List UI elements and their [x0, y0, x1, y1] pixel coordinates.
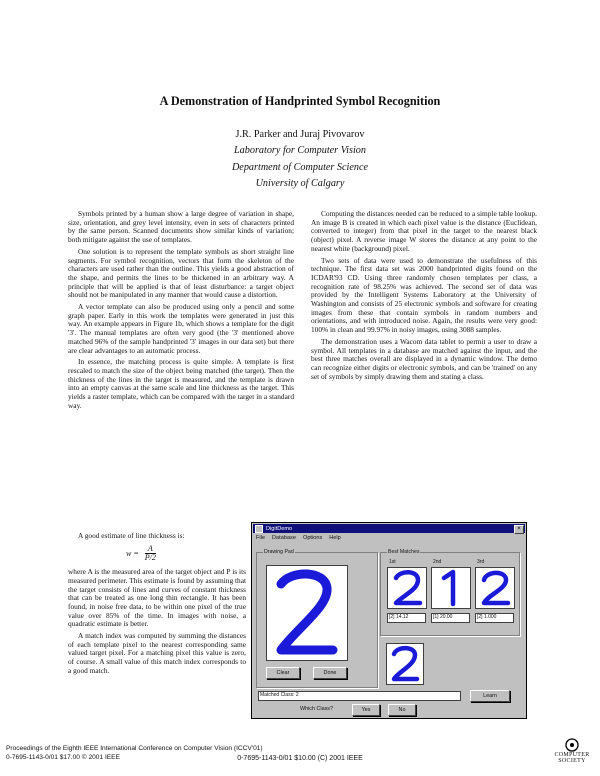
match-digit-2 — [388, 568, 426, 608]
match-1-score: [2] 14.12 — [387, 613, 426, 623]
equation-fraction — [145, 545, 156, 563]
match-digit-1 — [432, 568, 470, 608]
status-field[interactable]: Matched Class: 2 — [258, 691, 461, 701]
thickness-equation — [126, 545, 246, 563]
paper-authors: J.R. Parker and Juraj Pivovarov — [235, 129, 365, 140]
close-button[interactable]: × — [514, 525, 524, 534]
match-2-score: [1] 20.00 — [431, 613, 470, 623]
drawing-pad-label: Drawing Pad — [264, 549, 294, 555]
done-button[interactable]: Done — [313, 667, 347, 679]
match-digit-2 — [476, 568, 514, 608]
no-button[interactable]: No — [388, 704, 416, 716]
equation-lhs: w = — [126, 548, 139, 558]
menu-options[interactable]: Options — [302, 535, 323, 541]
learn-button[interactable]: Learn — [470, 690, 510, 702]
best-matches-group — [380, 549, 520, 636]
left-column-lower — [68, 532, 246, 679]
paragraph: The demonstration uses a Wacom data tablet to permit a user to draw a symbol. All templates in a database are matched against the input, and the best three matches overall are displayed in a dynamic window. The demo can recognize either digits or electronic symbols, and can be 'trained' on any set of symbols by simply drawing them and stating a class. — [311, 336, 537, 381]
digitdemo-window — [251, 522, 527, 719]
affiliation-dept: Department of Computer Science — [231, 162, 369, 173]
logo-text-computer: COMPUTER — [554, 752, 590, 758]
drawing-canvas[interactable] — [266, 565, 348, 661]
logo-text-society: SOCIETY — [558, 758, 586, 764]
rank-3-label: 3rd — [477, 559, 485, 565]
clear-button[interactable]: Clear — [266, 667, 300, 679]
paragraph: A vector template can also be produced using only a pencil and some graph paper. Early in this work the templates were generated in just this way. An example appears in Figure 1b, which shows a template for the digit '3'. The manual templates are often very good (the '3' mentioned above matched 96% of the sample handprinted '3' images in our data set) but there are clear advantages to an automatic process. — [68, 302, 294, 355]
rank-1-label: 1st — [389, 559, 396, 565]
match-3-score: [2] 1.000 — [475, 613, 514, 623]
drawing-pad-group — [256, 549, 378, 688]
affiliation-lab: Laboratory for Computer Vision — [234, 145, 366, 156]
left-column — [68, 210, 294, 413]
paper-title: A Demonstration of Handprinted Symbol Recognition — [159, 94, 441, 108]
menu-bar — [256, 535, 341, 541]
footer-center: 0-7695-1143-0/01 $10.00 (C) 2001 IEEE — [237, 755, 363, 762]
matched-class-image — [386, 643, 424, 685]
footer-copyright: 0-7695-1143-0/01 $17.00 © 2001 IEEE — [6, 754, 120, 761]
paragraph: A match index was computed by summing the distances of each template pixel to the nearest corresponding same valued target pixel. For a matching pixel this value is zero, of course. A small value of this match index corresponds to a good match. — [68, 631, 246, 675]
menu-database[interactable]: Database — [272, 535, 296, 541]
paragraph: where A is the measured area of the target object and P is its measured perimeter. This estimate is found by assuming that the target consists of lines and curves of constant thickness that can be treated as one long thin rectangle. It has been found, in noise free data, to be within one pixel of the true value over 85% of the time. In images with noise, a quadratic estimate is better. — [68, 567, 246, 629]
drawn-digit-2 — [267, 566, 347, 660]
ieee-emblem-icon — [563, 738, 581, 752]
paragraph: Two sets of data were used to demonstrate the usefulness of this technique. The first data set was 2000 handprinted digits found on the ICDAR'93 CD. Using three randomly chosen templates per class, a recognition rate of 98.25% was achieved. The second set of data was provided by the Intelligent Systems Laboratory at the University of Washington and consists of 25 electronic symbols and software for creating images from these that contain symbols in random numbers and orientations, and with introduced noise. Again, the results were very good: 100% in clean and 99.97% in noisy images, using 3088 samples. — [311, 255, 537, 335]
paragraph: One solution is to represent the template symbols as short straight line segments. For symbol recognition, vectors that form the skeleton of the characters are used rather than the outline. This yields a good abstraction of the shape, and permits the lines to be thickened in an arbitrary way. A principle that will be applied is that of least disturbance: a target object should not be manipulated in any manner that would cause a distortion. — [68, 246, 294, 300]
menu-help[interactable]: Help — [329, 535, 341, 541]
match-2-image — [431, 567, 471, 609]
window-titlebar[interactable] — [253, 524, 525, 533]
right-column — [311, 210, 537, 384]
paragraph: Computing the distances needed can be reduced to a simple table lookup. An image B is created in which each pixel value is the distance (Euclidean, converted to integer) from that pixel in the target to the nearest black (object) pixel. A reverse image W stores the distance at any point to the nearest white (background) pixel. — [311, 209, 537, 253]
computer-society-logo — [548, 738, 596, 774]
matched-digit-2 — [387, 644, 423, 684]
paragraph: Symbols printed by a human show a large degree of variation in shape, size, orientation, and grey level intensity, even in sets of characters printed by the same person. Scanned documents show similar kinds of variation; both mitigate against the use of templates. — [68, 209, 294, 245]
equation-numerator: A — [145, 545, 156, 555]
app-icon — [255, 525, 263, 533]
match-1-image — [387, 567, 427, 609]
yes-button[interactable]: Yes — [352, 704, 380, 716]
paragraph: A good estimate of line thickness is: — [78, 531, 185, 540]
which-class-label: Which Class? — [300, 706, 333, 712]
window-title: DigitDemo — [266, 525, 293, 532]
menu-file[interactable]: File — [256, 535, 266, 541]
match-3-image — [475, 567, 515, 609]
paragraph: In essence, the matching process is quite simple. A template is first rescaled to match the size of the object being matched (the target). Then the thickness of the lines in the target is measured, and the template is drawn into an empty canvas at the same scale and line thickness as the target. This yields a raster template, which can be compared with the target in a standard way. — [68, 357, 294, 410]
best-matches-label: Best Matches — [388, 549, 420, 555]
footer-proceedings: Proceedings of the Eighth IEEE International Conference on Computer Vision (ICCV'01) — [6, 745, 263, 752]
rank-2-label: 2nd — [433, 559, 442, 565]
affiliation-university: University of Calgary — [255, 178, 345, 189]
equation-denominator: P/2 — [144, 553, 156, 563]
